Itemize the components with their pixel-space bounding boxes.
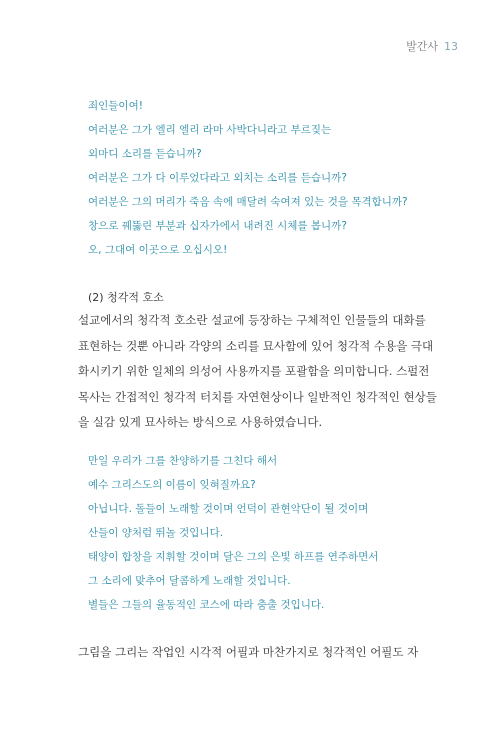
section-heading: (2) 청각적 호소	[88, 291, 164, 304]
quote-line: 만일 우리가 그를 찬양하기를 그친다 해서	[88, 455, 278, 467]
quote-line: 여러분은 그의 머리가 죽음 속에 매달려 숙여져 있는 것을 목격합니까?	[88, 196, 408, 208]
quote-line: 외마디 소리를 듣습니까?	[88, 148, 202, 160]
body-paragraph-1	[78, 308, 438, 436]
quote-line: 창으로 꿰뚫린 부분과 십자가에서 내려진 시체를 봅니까?	[88, 220, 347, 232]
quote-line: 예수 그리스도의 이름이 잊혀질까요?	[88, 479, 256, 491]
body-line: 표현하는 것뿐 아니라 각양의 소리를 묘사함에 있어 청각적 수용을 극대	[78, 338, 434, 353]
quote-line: 그 소리에 맞추어 달콤하게 노래할 것입니다.	[88, 575, 291, 587]
quote-line: 별들은 그들의 율동적인 코스에 따라 춤출 것입니다.	[88, 599, 325, 611]
body-line: 화시키기 위한 일체의 의성어 사용까지를 포괄함을 의미합니다. 스펄전	[78, 364, 430, 378]
quote-line: 죄인들이여!	[88, 100, 143, 112]
body-line: 그림을 그리는 작업인 시각적 어필과 마찬가지로 청각적인 어필도 자	[78, 645, 419, 659]
quote-line: 태양이 합창을 지휘할 것이며 달은 그의 은빛 하프를 연주하면서	[88, 551, 379, 563]
page-number: 13	[444, 40, 458, 53]
sermon-quote-2	[88, 449, 378, 617]
body-line: 목사는 간접적인 청각적 터치를 자연현상이나 일반적인 청각적인 현상들	[78, 389, 437, 404]
quote-line: 여러분은 그가 엘리 엘리 라마 사박다니라고 부르짖는	[88, 124, 332, 136]
running-header-title: 발간사	[406, 40, 438, 53]
sermon-quote-1	[88, 94, 408, 262]
body-line: 설교에서의 청각적 호소란 설교에 등장하는 구체적인 인물들의 대화를	[78, 313, 426, 327]
quote-line: 산들이 양처럼 뛰놀 것입니다.	[88, 527, 224, 539]
body-line: 을 실감 있게 묘사하는 방식으로 사용하였습니다.	[78, 415, 323, 429]
quote-line: 여러분은 그가 다 이루었다라고 외치는 소리를 듣습니까?	[88, 172, 347, 184]
quote-line: 오, 그대여 이곳으로 오십시오!	[88, 244, 228, 256]
body-paragraph-2	[78, 640, 438, 666]
quote-line: 아닙니다. 돌들이 노래할 것이며 언덕이 관현악단이 될 것이며	[88, 503, 369, 515]
running-header	[406, 38, 458, 54]
